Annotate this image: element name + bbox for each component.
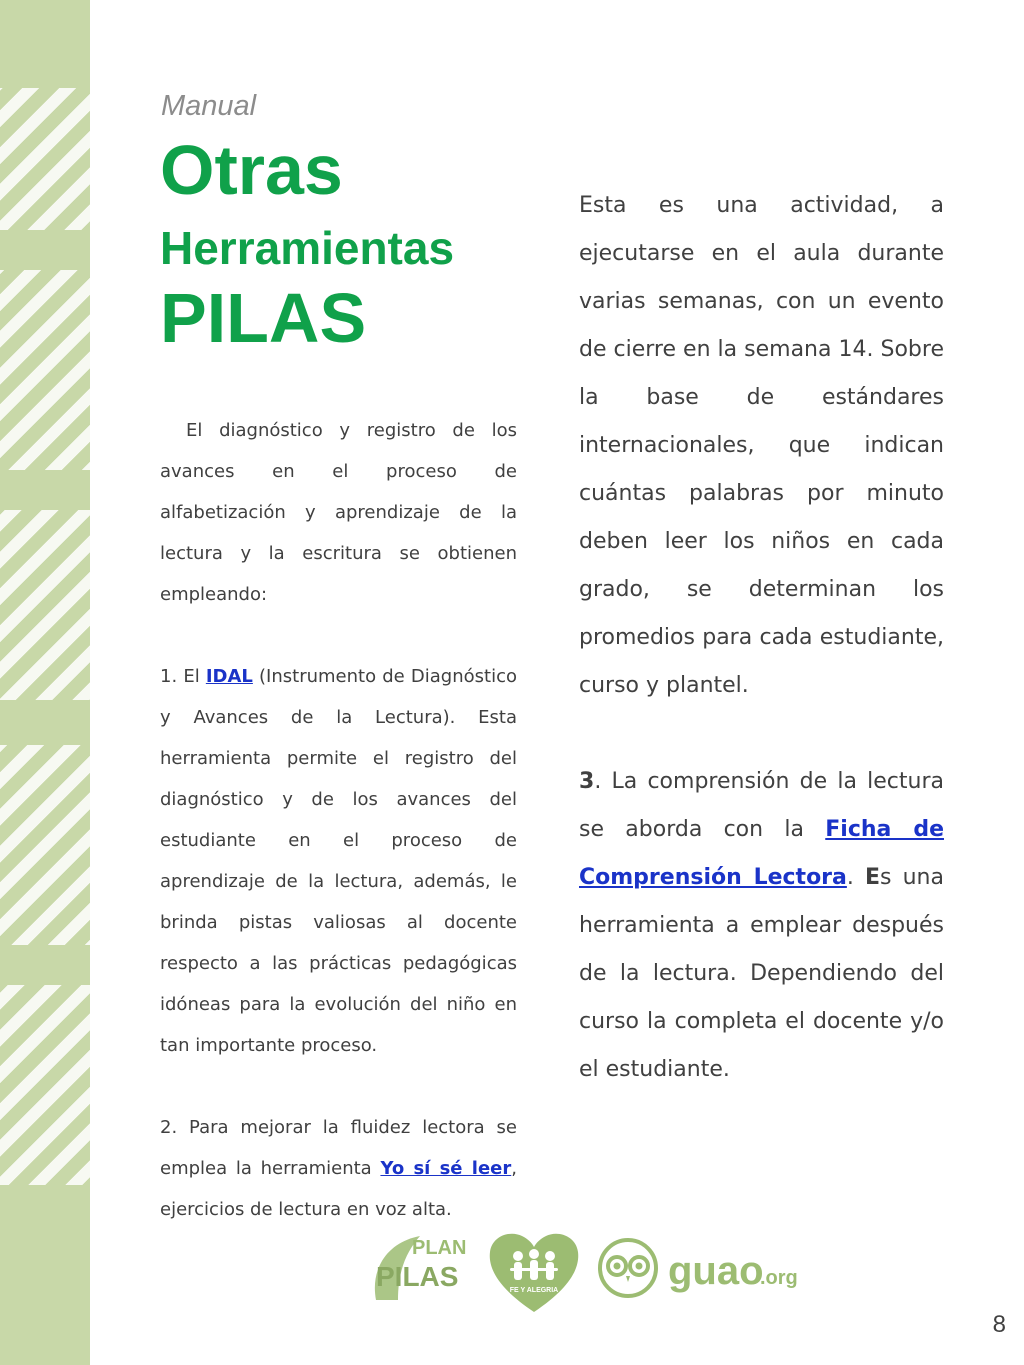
item-3-number: 3	[579, 769, 595, 794]
item-2-text: , ejercicios de lectura en voz alta.	[160, 1158, 517, 1220]
activity-paragraph: Esta es una actividad, a ejecutarse en el aula durante varias semanas, con un evento de cierre en la semana 14. Sobre la base de estándares internacionales, que indican cuántas palabras por minuto deben leer los niños en cada grado, se determinan los promedios para cada estudiante, curso y plantel.	[579, 193, 944, 698]
page-subtitle: Manual	[161, 90, 257, 122]
item-2-paragraph	[160, 1107, 517, 1230]
title-line-2: Herramientas	[160, 222, 455, 274]
plan-pilas-logo	[368, 1228, 468, 1308]
item-3-mid: .	[846, 865, 865, 890]
item-3-prefix: . La comprensión de la lectura se aborda con la	[579, 769, 944, 842]
title-line-1: Otras	[160, 131, 343, 209]
ficha-comprension-link[interactable]: Ficha de Comprensión Lectora	[579, 817, 944, 890]
plan-logo-top: PLAN	[412, 1237, 467, 1259]
fe-y-alegria-logo	[488, 1228, 580, 1316]
page-number: 8	[992, 1311, 1006, 1338]
yo-si-se-leer-link[interactable]: Yo sí sé leer	[380, 1158, 512, 1179]
guao-logo-text: guao	[668, 1249, 764, 1293]
stripe-band	[0, 945, 90, 985]
stripe-band	[0, 470, 90, 510]
stripe-band	[0, 1185, 90, 1365]
intro-paragraph: El diagnóstico y registro de los avances en el proceso de alfabetización y aprendizaje de la lectura y la escritura se obtienen empleando:	[160, 420, 517, 605]
owl-icon	[600, 1240, 656, 1296]
item-1-paragraph	[160, 656, 517, 1066]
stripe-band	[0, 0, 90, 88]
item-3-paragraph	[579, 758, 944, 1094]
guao-logo-suffix: .org	[760, 1267, 798, 1289]
plan-logo-bottom: PILAS	[376, 1261, 459, 1292]
left-column	[160, 410, 517, 1230]
right-column	[579, 182, 944, 1094]
title-line-3: PILAS	[160, 279, 367, 357]
item-2-prefix: 2. Para mejorar la fluidez lectora se emplea la herramienta	[160, 1117, 517, 1179]
item-1-text: (Instrumento de Diagnóstico y Avances de la Lectura). Esta herramienta permite el registro del diagnóstico y de los avances del estudiante en el proceso de aprendizaje de la lectura, además, le brinda pistas valiosas al docente respecto a las prácticas pedagógicas idóneas para la evolución del niño en tan importante proceso.	[160, 666, 517, 1056]
item-3-text: s una herramienta a emplear después de la lectura. Dependiendo del curso la completa el docente y/o el estudiante.	[579, 865, 944, 1082]
footer-logos	[368, 1228, 818, 1318]
children-icon	[510, 1249, 558, 1280]
page-title	[160, 131, 455, 357]
item-1-prefix: 1. El	[160, 666, 206, 687]
guao-logo	[596, 1236, 818, 1316]
decorative-side-stripe	[0, 0, 90, 1365]
idal-link[interactable]: IDAL	[205, 666, 253, 687]
heart-logo-text: FE Y ALEGRIA	[509, 1287, 559, 1294]
stripe-band	[0, 700, 90, 745]
item-3-bold-letter: E	[865, 865, 881, 890]
stripe-band	[0, 230, 90, 270]
